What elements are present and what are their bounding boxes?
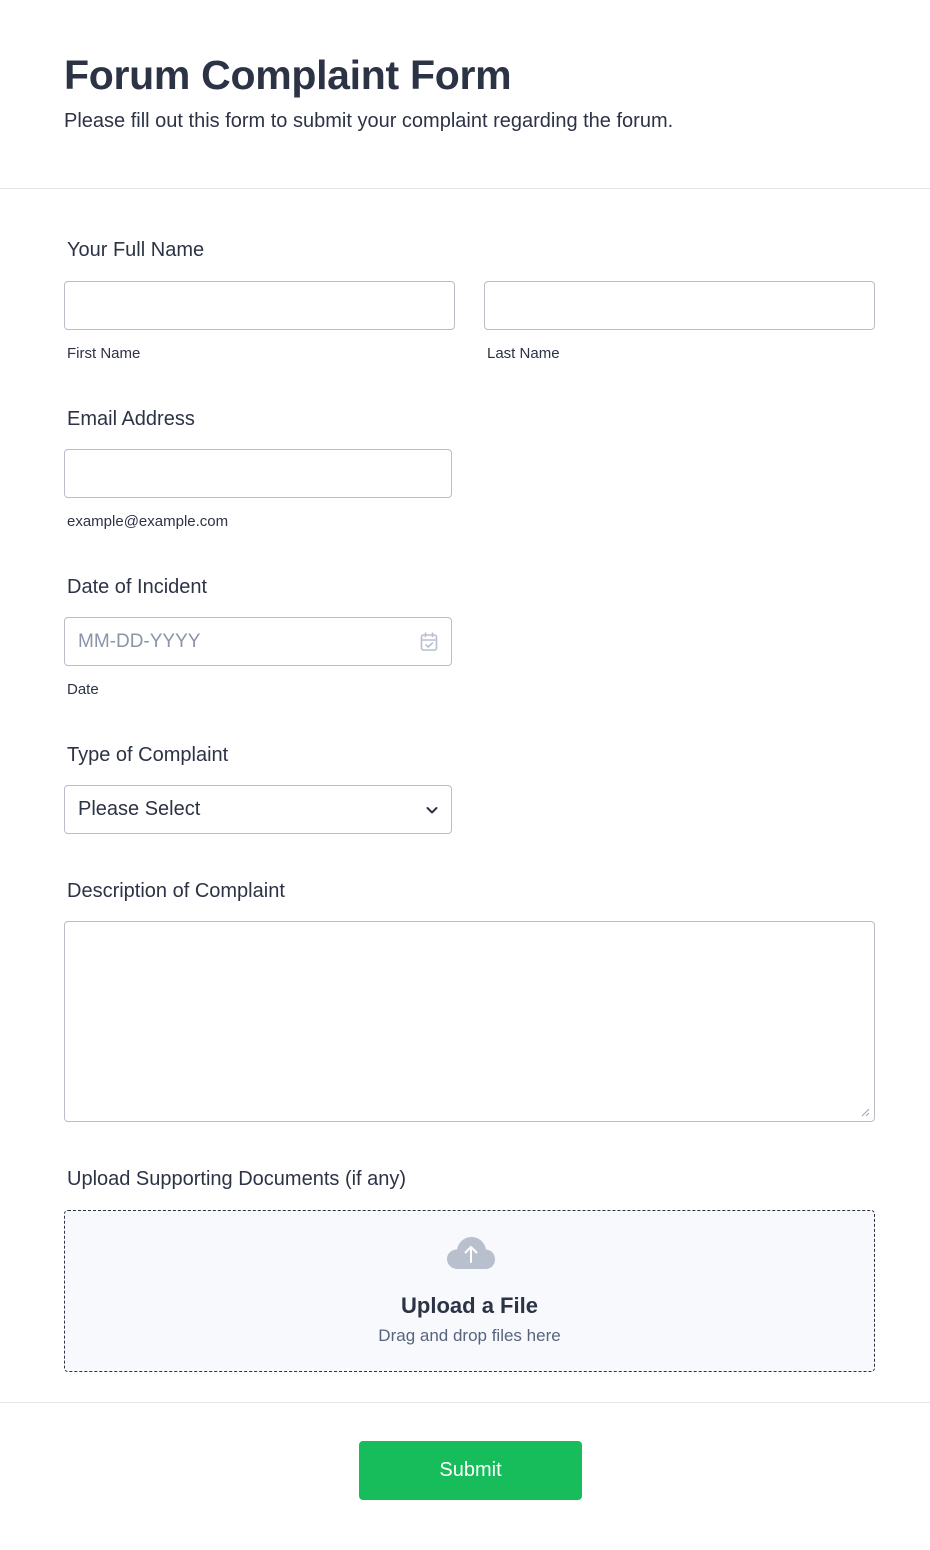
complaint-type-selected: Please Select — [78, 798, 201, 820]
description-textarea[interactable] — [64, 921, 875, 1122]
email-field[interactable] — [64, 449, 452, 498]
resize-grip-icon[interactable] — [860, 1107, 870, 1117]
calendar-icon[interactable] — [420, 632, 438, 652]
last-name-input[interactable] — [485, 282, 874, 329]
page-title: Forum Complaint Form — [64, 52, 512, 98]
first-name-sublabel: First Name — [67, 345, 141, 362]
date-field[interactable] — [64, 617, 452, 666]
first-name-input[interactable] — [65, 282, 454, 329]
form-footer — [0, 1402, 930, 1550]
email-sublabel: example@example.com — [67, 513, 229, 530]
email-label: Email Address — [67, 408, 195, 430]
date-input[interactable] — [65, 618, 451, 665]
date-label: Date of Incident — [67, 576, 208, 598]
description-label: Description of Complaint — [67, 880, 285, 902]
upload-title: Upload a File — [401, 1293, 538, 1318]
complaint-type-label: Type of Complaint — [67, 744, 229, 766]
submit-button[interactable]: Submit — [359, 1441, 582, 1500]
file-upload-dropzone[interactable] — [64, 1210, 875, 1372]
complaint-type-select[interactable] — [64, 785, 452, 834]
upload-subtitle: Drag and drop files here — [378, 1326, 561, 1345]
last-name-sublabel: Last Name — [487, 345, 560, 362]
chevron-down-icon — [425, 803, 439, 817]
upload-label: Upload Supporting Documents (if any) — [67, 1168, 407, 1190]
full-name-label: Your Full Name — [67, 239, 205, 261]
email-input[interactable] — [65, 450, 451, 497]
page-subtitle: Please fill out this form to submit your complaint regarding the forum. — [64, 110, 674, 132]
form-header — [0, 0, 930, 189]
first-name-field[interactable] — [64, 281, 455, 330]
cloud-upload-icon — [446, 1235, 496, 1271]
last-name-field[interactable] — [484, 281, 875, 330]
date-sublabel: Date — [67, 681, 99, 698]
